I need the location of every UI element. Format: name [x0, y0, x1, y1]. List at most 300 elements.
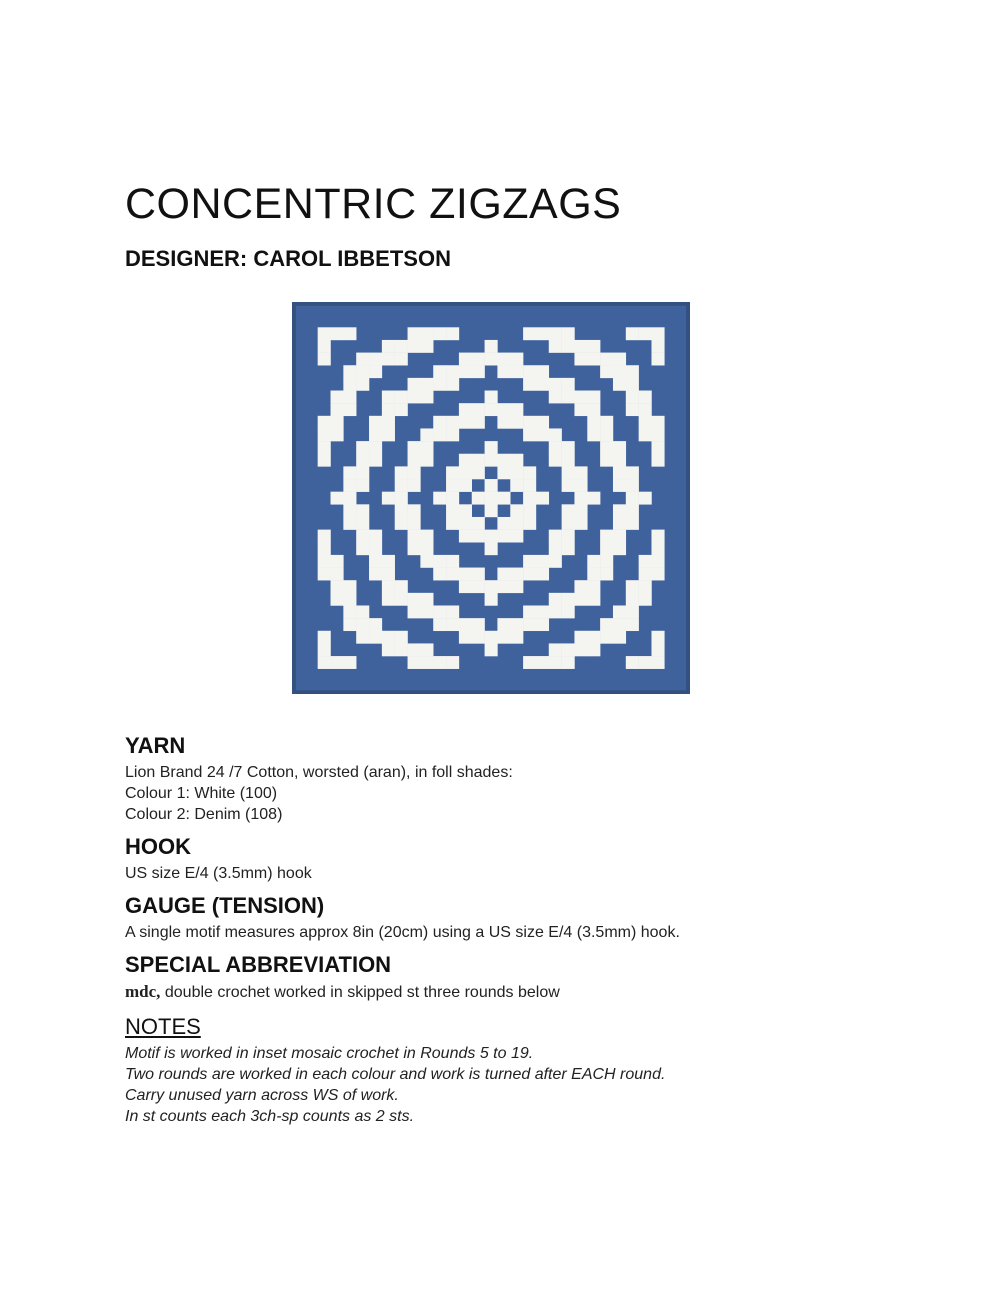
motif-white-stitch	[356, 542, 369, 555]
motif-white-stitch	[356, 441, 369, 454]
motif-white-stitch	[472, 416, 485, 429]
motif-white-stitch	[523, 618, 536, 631]
motif-white-stitch	[497, 416, 510, 429]
motif-white-stitch	[587, 353, 600, 366]
gauge-section	[125, 892, 885, 943]
motif-white-stitch	[600, 416, 613, 429]
motif-white-stitch	[433, 428, 446, 441]
motif-white-stitch	[549, 605, 562, 618]
yarn-line: Colour 1: White (100)	[125, 785, 278, 802]
motif-white-stitch	[433, 416, 446, 429]
motif-white-stitch	[382, 643, 395, 656]
motif-white-stitch	[395, 479, 408, 492]
gauge-text	[125, 922, 885, 943]
gauge-heading: GAUGE (TENSION)	[125, 893, 325, 918]
motif-white-stitch	[446, 492, 459, 505]
motif-white-stitch	[433, 365, 446, 378]
motif-white-stitch	[613, 542, 626, 555]
motif-white-stitch	[356, 504, 369, 517]
motif-white-stitch	[613, 441, 626, 454]
motif-white-stitch	[459, 517, 472, 530]
motif-white-stitch	[472, 466, 485, 479]
motif-white-stitch	[420, 656, 433, 669]
motif-white-stitch	[536, 656, 549, 669]
motif-white-stitch	[408, 327, 421, 340]
motif-white-stitch	[485, 403, 498, 416]
motif-white-stitch	[600, 542, 613, 555]
motif-white-stitch	[382, 555, 395, 568]
motif-white-stitch	[318, 340, 331, 353]
motif-white-stitch	[600, 631, 613, 644]
motif-white-stitch	[408, 605, 421, 618]
motif-white-stitch	[510, 530, 523, 543]
motif-white-stitch	[433, 618, 446, 631]
motif-white-stitch	[510, 580, 523, 593]
motif-white-stitch	[562, 504, 575, 517]
motif-white-stitch	[472, 618, 485, 631]
motif-white-stitch	[639, 391, 652, 404]
motif-white-stitch	[331, 568, 344, 581]
motif-white-stitch	[420, 378, 433, 391]
abbreviation-definition: double crochet worked in skipped st three rounds below	[160, 984, 560, 1001]
motif-white-stitch	[408, 530, 421, 543]
motif-white-stitch	[626, 378, 639, 391]
motif-white-stitch	[459, 479, 472, 492]
motif-white-stitch	[420, 454, 433, 467]
motif-white-stitch	[613, 530, 626, 543]
motif-white-stitch	[562, 593, 575, 606]
motif-white-stitch	[356, 365, 369, 378]
motif-white-stitch	[395, 580, 408, 593]
motif-svg	[292, 302, 690, 694]
motif-white-stitch	[356, 353, 369, 366]
motif-white-stitch	[395, 631, 408, 644]
motif-white-stitch	[600, 441, 613, 454]
motif-white-stitch	[433, 605, 446, 618]
motif-white-stitch	[331, 580, 344, 593]
motif-white-stitch	[587, 428, 600, 441]
motif-white-stitch	[562, 643, 575, 656]
motif-white-stitch	[626, 403, 639, 416]
motif-white-stitch	[420, 605, 433, 618]
notes-line: Carry unused yarn across WS of work.	[125, 1087, 399, 1104]
motif-white-stitch	[382, 492, 395, 505]
motif-white-stitch	[485, 353, 498, 366]
motif-white-stitch	[369, 365, 382, 378]
motif-white-stitch	[472, 568, 485, 581]
motif-white-stitch	[651, 631, 664, 644]
motif-white-stitch	[318, 353, 331, 366]
motif-white-stitch	[510, 517, 523, 530]
motif-white-stitch	[343, 593, 356, 606]
motif-white-stitch	[446, 416, 459, 429]
motif-white-stitch	[523, 555, 536, 568]
motif-white-stitch	[485, 391, 498, 404]
motif-white-stitch	[613, 365, 626, 378]
motif-white-stitch	[497, 492, 510, 505]
motif-white-stitch	[369, 428, 382, 441]
motif-white-stitch	[408, 479, 421, 492]
motif-white-stitch	[587, 555, 600, 568]
motif-white-stitch	[369, 454, 382, 467]
motif-white-stitch	[408, 504, 421, 517]
motif-white-stitch	[613, 504, 626, 517]
yarn-heading: YARN	[125, 733, 186, 758]
motif-white-stitch	[485, 504, 498, 517]
motif-white-stitch	[651, 568, 664, 581]
motif-white-stitch	[562, 656, 575, 669]
motif-white-stitch	[549, 428, 562, 441]
motif-white-stitch	[369, 416, 382, 429]
motif-white-stitch	[446, 428, 459, 441]
motif-white-stitch	[395, 391, 408, 404]
motif-white-stitch	[523, 327, 536, 340]
motif-white-stitch	[331, 656, 344, 669]
motif-white-stitch	[446, 378, 459, 391]
motif-white-stitch	[343, 492, 356, 505]
motif-white-stitch	[408, 441, 421, 454]
motif-white-stitch	[587, 492, 600, 505]
motif-white-stitch	[369, 555, 382, 568]
motif-white-stitch	[510, 353, 523, 366]
motif-white-stitch	[318, 643, 331, 656]
motif-white-stitch	[510, 466, 523, 479]
motif-white-stitch	[562, 327, 575, 340]
gauge-line: A single motif measures approx 8in (20cm) using a US size E/4 (3.5mm) hook.	[125, 924, 680, 941]
motif-white-stitch	[549, 454, 562, 467]
motif-white-stitch	[536, 492, 549, 505]
motif-white-stitch	[523, 416, 536, 429]
motif-white-stitch	[639, 403, 652, 416]
motif-white-stitch	[549, 340, 562, 353]
motif-white-stitch	[485, 631, 498, 644]
motif-white-stitch	[420, 441, 433, 454]
motif-white-stitch	[497, 517, 510, 530]
motif-white-stitch	[600, 530, 613, 543]
motif-white-stitch	[459, 466, 472, 479]
motif-white-stitch	[562, 340, 575, 353]
motif-white-stitch	[574, 593, 587, 606]
abbreviation-term: mdc,	[125, 982, 161, 1001]
motif-white-stitch	[472, 517, 485, 530]
motif-white-stitch	[472, 353, 485, 366]
motif-white-stitch	[343, 580, 356, 593]
motif-white-stitch	[369, 568, 382, 581]
motif-white-stitch	[562, 517, 575, 530]
motif-white-stitch	[639, 593, 652, 606]
motif-white-stitch	[331, 327, 344, 340]
motif-white-stitch	[562, 378, 575, 391]
motif-white-stitch	[472, 365, 485, 378]
motif-white-stitch	[331, 428, 344, 441]
motif-white-stitch	[433, 492, 446, 505]
motif-white-stitch	[587, 568, 600, 581]
motif-white-stitch	[408, 340, 421, 353]
notes-heading: NOTES	[125, 1014, 201, 1039]
motif-white-stitch	[356, 466, 369, 479]
motif-white-stitch	[523, 504, 536, 517]
motif-white-stitch	[343, 391, 356, 404]
motif-white-stitch	[382, 353, 395, 366]
motif-white-stitch	[395, 492, 408, 505]
motif-white-stitch	[574, 391, 587, 404]
motif-white-stitch	[600, 555, 613, 568]
motif-white-stitch	[485, 441, 498, 454]
motif-white-stitch	[356, 378, 369, 391]
motif-white-stitch	[459, 580, 472, 593]
motif-white-stitch	[587, 580, 600, 593]
motif-white-stitch	[562, 542, 575, 555]
motif-white-stitch	[613, 605, 626, 618]
motif-white-stitch	[446, 466, 459, 479]
motif-white-stitch	[549, 391, 562, 404]
motif-white-stitch	[472, 454, 485, 467]
motif-white-stitch	[420, 542, 433, 555]
motif-white-stitch	[626, 466, 639, 479]
motif-white-stitch	[536, 378, 549, 391]
motif-white-stitch	[459, 568, 472, 581]
motif-white-stitch	[446, 479, 459, 492]
motif-white-stitch	[485, 454, 498, 467]
motif-white-stitch	[318, 555, 331, 568]
motif-white-stitch	[497, 530, 510, 543]
motif-white-stitch	[549, 555, 562, 568]
motif-white-stitch	[574, 517, 587, 530]
motif-white-stitch	[574, 466, 587, 479]
motif-white-stitch	[510, 403, 523, 416]
motif-white-stitch	[472, 530, 485, 543]
motif-white-stitch	[549, 593, 562, 606]
motif-white-stitch	[446, 568, 459, 581]
motif-white-stitch	[574, 403, 587, 416]
motif-white-stitch	[459, 631, 472, 644]
motif-white-stitch	[420, 428, 433, 441]
motif-white-stitch	[318, 530, 331, 543]
motif-white-stitch	[562, 454, 575, 467]
motif-white-stitch	[420, 555, 433, 568]
motif-white-stitch	[549, 378, 562, 391]
motif-white-stitch	[318, 454, 331, 467]
motif-white-stitch	[549, 441, 562, 454]
motif-white-stitch	[626, 327, 639, 340]
hook-line: US size E/4 (3.5mm) hook	[125, 865, 312, 882]
motif-white-stitch	[523, 479, 536, 492]
motif-white-stitch	[574, 353, 587, 366]
motif-white-stitch	[523, 492, 536, 505]
motif-white-stitch	[651, 643, 664, 656]
motif-white-stitch	[626, 492, 639, 505]
motif-white-stitch	[343, 605, 356, 618]
motif-white-stitch	[651, 353, 664, 366]
motif-white-stitch	[395, 340, 408, 353]
motif-white-stitch	[510, 631, 523, 644]
motif-white-stitch	[382, 568, 395, 581]
motif-white-stitch	[523, 428, 536, 441]
motif-white-stitch	[651, 428, 664, 441]
yarn-line: Colour 2: Denim (108)	[125, 806, 283, 823]
motif-white-stitch	[446, 656, 459, 669]
motif-white-stitch	[574, 643, 587, 656]
notes-section	[125, 1013, 885, 1127]
motif-white-stitch	[639, 428, 652, 441]
motif-white-stitch	[497, 580, 510, 593]
motif-white-stitch	[639, 492, 652, 505]
motif-white-stitch	[651, 530, 664, 543]
motif-white-stitch	[382, 428, 395, 441]
motif-white-stitch	[574, 340, 587, 353]
motif-white-stitch	[562, 391, 575, 404]
motif-white-stitch	[343, 479, 356, 492]
motif-white-stitch	[651, 416, 664, 429]
notes-line: Two rounds are worked in each colour and work is turned after EACH round.	[125, 1066, 666, 1083]
hook-section	[125, 833, 885, 884]
motif-white-stitch	[536, 365, 549, 378]
motif-white-stitch	[395, 353, 408, 366]
motif-white-stitch	[318, 568, 331, 581]
motif-white-stitch	[369, 353, 382, 366]
motif-white-stitch	[343, 365, 356, 378]
motif-white-stitch	[446, 365, 459, 378]
motif-white-stitch	[639, 580, 652, 593]
motif-white-stitch	[523, 517, 536, 530]
motif-white-stitch	[613, 517, 626, 530]
motif-white-stitch	[600, 618, 613, 631]
motif-white-stitch	[587, 416, 600, 429]
motif-white-stitch	[574, 504, 587, 517]
motif-white-stitch	[459, 454, 472, 467]
motif-white-stitch	[420, 327, 433, 340]
yarn-section	[125, 732, 885, 825]
motif-white-stitch	[510, 479, 523, 492]
motif-white-stitch	[626, 580, 639, 593]
motif-white-stitch	[600, 353, 613, 366]
notes-text	[125, 1043, 885, 1127]
motif-white-stitch	[472, 631, 485, 644]
motif-white-stitch	[600, 365, 613, 378]
motif-white-stitch	[382, 631, 395, 644]
motif-white-stitch	[639, 416, 652, 429]
motif-white-stitch	[574, 631, 587, 644]
motif-white-stitch	[356, 479, 369, 492]
motif-white-stitch	[510, 568, 523, 581]
motif-white-stitch	[446, 327, 459, 340]
motif-white-stitch	[395, 593, 408, 606]
motif-white-stitch	[651, 555, 664, 568]
motif-white-stitch	[574, 492, 587, 505]
motif-white-stitch	[356, 517, 369, 530]
motif-white-stitch	[459, 416, 472, 429]
motif-white-stitch	[651, 656, 664, 669]
motif-white-stitch	[613, 466, 626, 479]
motif-white-stitch	[343, 504, 356, 517]
yarn-line: Lion Brand 24 /7 Cotton, worsted (aran), in foll shades:	[125, 764, 513, 781]
motif-white-stitch	[510, 504, 523, 517]
motif-white-stitch	[536, 605, 549, 618]
hook-heading: HOOK	[125, 834, 191, 859]
motif-white-stitch	[433, 656, 446, 669]
motif-white-stitch	[549, 530, 562, 543]
motif-white-stitch	[523, 568, 536, 581]
motif-white-stitch	[459, 365, 472, 378]
motif-white-stitch	[510, 618, 523, 631]
motif-white-stitch	[343, 618, 356, 631]
motif-white-stitch	[536, 568, 549, 581]
motif-white-stitch	[343, 517, 356, 530]
motif-white-stitch	[639, 568, 652, 581]
motif-white-stitch	[331, 555, 344, 568]
motif-white-stitch	[574, 479, 587, 492]
motif-white-stitch	[331, 492, 344, 505]
motif-white-stitch	[356, 618, 369, 631]
abbreviation-section	[125, 951, 885, 1003]
motif-white-stitch	[523, 378, 536, 391]
designer-credit: DESIGNER: CAROL IBBETSON	[125, 246, 451, 271]
motif-white-stitch	[395, 466, 408, 479]
motif-white-stitch	[318, 428, 331, 441]
motif-white-stitch	[587, 631, 600, 644]
motif-white-stitch	[485, 542, 498, 555]
motif-white-stitch	[485, 643, 498, 656]
motif-white-stitch	[382, 416, 395, 429]
motif-white-stitch	[433, 378, 446, 391]
motif-white-stitch	[420, 530, 433, 543]
motif-white-stitch	[318, 327, 331, 340]
motif-white-stitch	[472, 403, 485, 416]
motif-white-stitch	[472, 492, 485, 505]
notes-line: Motif is worked in inset mosaic crochet in Rounds 5 to 19.	[125, 1045, 534, 1062]
motif-white-stitch	[369, 441, 382, 454]
motif-white-stitch	[408, 466, 421, 479]
motif-white-stitch	[459, 353, 472, 366]
motif-white-stitch	[600, 454, 613, 467]
motif-white-stitch	[639, 327, 652, 340]
motif-white-stitch	[562, 530, 575, 543]
motif-white-stitch	[382, 593, 395, 606]
motif-white-stitch	[331, 416, 344, 429]
motif-white-stitch	[549, 327, 562, 340]
motif-white-stitch	[549, 656, 562, 669]
motif-white-stitch	[382, 403, 395, 416]
motif-white-stitch	[446, 605, 459, 618]
pattern-details	[125, 732, 885, 1127]
motif-white-stitch	[408, 454, 421, 467]
motif-white-stitch	[369, 542, 382, 555]
motif-white-stitch	[408, 643, 421, 656]
motif-white-stitch	[497, 353, 510, 366]
motif-white-stitch	[536, 327, 549, 340]
motif-white-stitch	[408, 593, 421, 606]
motif-white-stitch	[408, 378, 421, 391]
motif-white-stitch	[536, 555, 549, 568]
motif-white-stitch	[420, 340, 433, 353]
motif-white-stitch	[395, 504, 408, 517]
motif-white-stitch	[459, 403, 472, 416]
motif-white-stitch	[497, 631, 510, 644]
motif-white-stitch	[433, 555, 446, 568]
motif-white-stitch	[626, 517, 639, 530]
motif-white-stitch	[626, 479, 639, 492]
motif-white-stitch	[408, 656, 421, 669]
motif-white-stitch	[408, 517, 421, 530]
motif-white-stitch	[549, 542, 562, 555]
motif-white-stitch	[408, 391, 421, 404]
motif-white-stitch	[356, 530, 369, 543]
motif-white-stitch	[331, 391, 344, 404]
abbreviation-heading: SPECIAL ABBREVIATION	[125, 952, 392, 977]
motif-white-stitch	[318, 441, 331, 454]
motif-white-stitch	[433, 568, 446, 581]
motif-white-stitch	[382, 340, 395, 353]
